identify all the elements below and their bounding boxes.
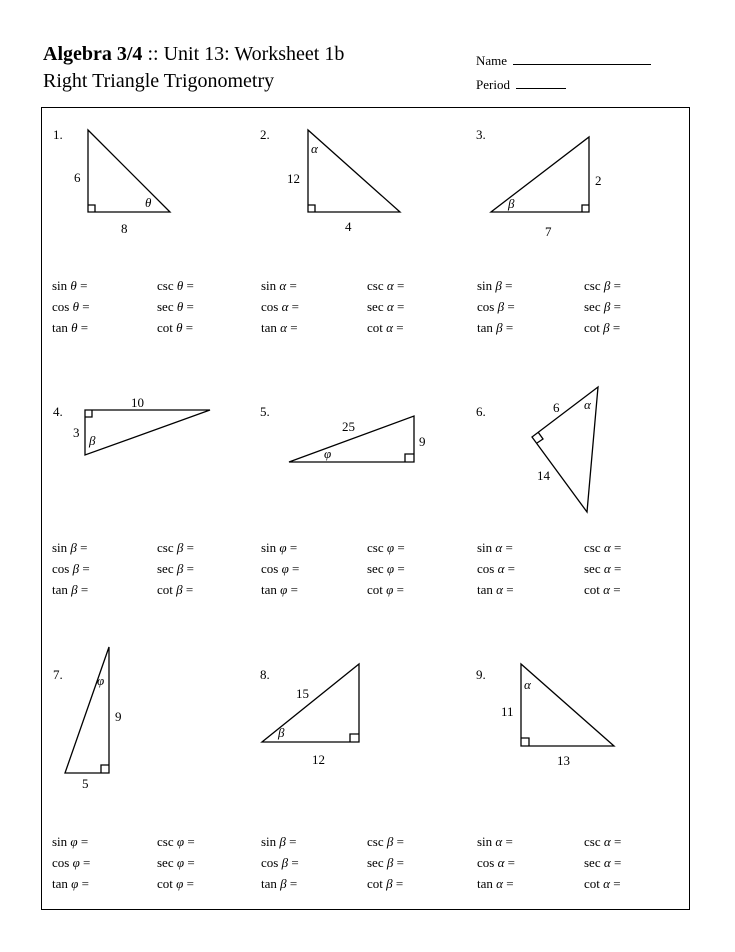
trig-equals: = [183, 540, 194, 555]
trig-angle-symbol: φ [279, 540, 287, 555]
trig-function-name: cot [157, 582, 177, 597]
trig-expression-cot [157, 582, 193, 598]
trig-equals: = [502, 876, 514, 891]
trig-expression-csc [157, 834, 195, 850]
trig-function-name: cot [157, 320, 177, 335]
trig-function-name: cot [367, 582, 387, 597]
trig-equals: = [393, 834, 404, 849]
triangle-9 [521, 664, 614, 746]
trig-equals: = [286, 278, 297, 293]
trig-angle-symbol: β [496, 320, 503, 335]
trig-equals: = [286, 876, 298, 891]
trig-equals: = [610, 299, 621, 314]
trig-function-name: tan [52, 582, 72, 597]
trig-angle-symbol: φ [176, 876, 184, 891]
side-label: 9 [115, 709, 122, 724]
trig-expression-cot [584, 876, 621, 892]
trig-angle-symbol: θ [176, 320, 183, 335]
trig-equals: = [393, 855, 404, 870]
trig-expression-sec [157, 855, 195, 871]
trig-expression-sec [367, 299, 404, 315]
trig-angle-symbol: α [279, 278, 287, 293]
trig-angle-symbol: β [603, 299, 611, 314]
trig-angle-symbol: θ [71, 320, 78, 335]
trig-expression-cos [52, 855, 90, 871]
trig-function-name: sec [584, 299, 604, 314]
trig-function-name: sec [157, 299, 177, 314]
trig-equals: = [79, 855, 91, 870]
trig-angle-symbol: φ [280, 582, 288, 597]
trig-angle-symbol: α [495, 540, 503, 555]
trig-expression-cos [52, 299, 90, 315]
trig-expression-sec [584, 561, 621, 577]
right-angle-mark-8 [350, 734, 359, 742]
trig-function-name: cot [367, 876, 387, 891]
trig-angle-symbol: α [603, 561, 611, 576]
worksheet-subtitle: Right Triangle Trigonometry [43, 70, 275, 92]
triangle-7 [65, 647, 109, 773]
trig-function-name: csc [157, 834, 177, 849]
trig-function-name: cot [367, 320, 387, 335]
trig-expression-cos [261, 855, 299, 871]
side-label: 2 [595, 173, 602, 188]
trig-angle-symbol: θ [176, 299, 184, 314]
trig-function-name: cos [52, 855, 73, 870]
trig-expression-cos [477, 855, 515, 871]
trig-equals: = [504, 299, 515, 314]
trig-angle-symbol: α [386, 299, 394, 314]
trig-angle-symbol: β [279, 834, 286, 849]
trig-expression-sec [367, 561, 405, 577]
trig-expression-sec [157, 561, 194, 577]
trig-expression-cos [261, 299, 299, 315]
trig-function-name: csc [157, 278, 177, 293]
trig-function-name: tan [261, 582, 281, 597]
side-label: 11 [501, 704, 514, 719]
trig-equals: = [393, 299, 405, 314]
course-name: Algebra 3/4 [43, 43, 143, 65]
trig-expression-sin [261, 834, 297, 850]
trig-angle-symbol: β [386, 876, 393, 891]
trig-function-name: sin [52, 834, 71, 849]
trig-angle-symbol: α [495, 834, 503, 849]
trig-equals: = [394, 561, 405, 576]
trig-angle-symbol: α [603, 540, 611, 555]
problem-number: 2. [260, 127, 270, 142]
trig-function-name: csc [584, 834, 604, 849]
angle-label: α [524, 677, 531, 692]
trig-expression-csc [584, 540, 621, 556]
side-label: 15 [296, 686, 309, 701]
angle-label: β [508, 196, 515, 211]
trig-angle-symbol: θ [70, 278, 77, 293]
trig-angle-symbol: α [497, 855, 505, 870]
trig-function-name: sec [367, 855, 387, 870]
trig-equals: = [609, 876, 621, 891]
trig-equals: = [287, 582, 298, 597]
trig-expression-sec [584, 299, 621, 315]
right-angle-mark-6 [537, 432, 543, 443]
trig-expression-tan [261, 582, 298, 598]
trig-angle-symbol: α [603, 834, 611, 849]
side-label: 6 [74, 170, 81, 185]
trig-function-name: sec [157, 855, 177, 870]
trig-equals: = [288, 561, 300, 576]
trig-expression-tan [261, 320, 298, 336]
trig-expression-sin [52, 278, 87, 294]
trig-function-name: csc [584, 278, 604, 293]
trig-equals: = [502, 320, 514, 335]
trig-function-name: tan [477, 876, 497, 891]
trig-function-name: sin [261, 540, 280, 555]
period-label: Period [476, 77, 510, 92]
trig-equals: = [78, 876, 89, 891]
trig-expression-sin [52, 540, 88, 556]
trig-equals: = [183, 876, 194, 891]
trig-expression-sec [584, 855, 621, 871]
trig-function-name: cot [157, 876, 177, 891]
trig-equals: = [392, 320, 404, 335]
trig-function-name: csc [157, 540, 177, 555]
trig-function-name: sin [477, 278, 496, 293]
side-label: 12 [312, 752, 325, 767]
trig-angle-symbol: β [603, 278, 611, 293]
trig-equals: = [502, 834, 513, 849]
trig-function-name: cos [52, 299, 73, 314]
angle-label: φ [324, 446, 332, 461]
trig-angle-symbol: α [497, 561, 505, 576]
side-label: 4 [345, 219, 352, 234]
trig-angle-symbol: α [496, 582, 503, 597]
trig-angle-symbol: β [280, 876, 287, 891]
trig-equals: = [77, 582, 89, 597]
trig-expression-csc [367, 278, 404, 294]
trig-equals: = [285, 834, 297, 849]
trig-angle-symbol: β [176, 540, 184, 555]
trig-equals: = [504, 561, 516, 576]
problem-number: 1. [53, 127, 63, 142]
side-label: 12 [287, 171, 300, 186]
problem-number: 3. [476, 127, 486, 142]
trig-function-name: sin [52, 540, 71, 555]
trig-expression-cot [367, 582, 404, 598]
angle-label: α [311, 141, 318, 156]
trig-angle-symbol: β [603, 320, 610, 335]
angle-label: φ [97, 673, 105, 688]
trig-expression-tan [477, 582, 514, 598]
trig-function-name: sin [261, 278, 280, 293]
right-angle-mark-1 [88, 205, 95, 212]
trig-angle-symbol: φ [72, 855, 80, 870]
trig-angle-symbol: β [176, 582, 183, 597]
trig-equals: = [182, 320, 194, 335]
trig-equals: = [609, 582, 621, 597]
trig-expression-cot [157, 876, 194, 892]
trig-equals: = [182, 582, 194, 597]
triangle-3 [491, 137, 589, 212]
side-label: 25 [342, 419, 355, 434]
trig-equals: = [288, 299, 300, 314]
trig-expression-tan [477, 876, 514, 892]
trig-expression-csc [367, 834, 404, 850]
right-angle-mark-3 [582, 205, 589, 212]
trig-expression-cos [52, 561, 90, 577]
trig-expression-csc [584, 834, 621, 850]
trig-equals: = [393, 278, 405, 293]
side-label: 14 [537, 468, 550, 483]
trig-angle-symbol: β [72, 561, 80, 576]
trig-equals: = [502, 540, 513, 555]
trig-function-name: cos [477, 561, 498, 576]
trig-function-name: tan [261, 876, 281, 891]
trig-function-name: tan [52, 320, 72, 335]
trig-equals: = [610, 278, 621, 293]
right-angle-mark-5 [405, 454, 414, 462]
trig-expression-cot [157, 320, 193, 336]
trig-function-name: cos [52, 561, 73, 576]
trig-equals: = [504, 855, 516, 870]
trig-angle-symbol: φ [386, 561, 395, 576]
angle-label: α [584, 397, 591, 412]
trig-equals: = [502, 582, 514, 597]
title-separator: :: [142, 43, 164, 65]
trig-equals: = [286, 320, 298, 335]
trig-equals: = [286, 540, 298, 555]
trig-function-name: sec [584, 855, 604, 870]
trig-angle-symbol: φ [386, 582, 394, 597]
trig-equals: = [393, 582, 404, 597]
trig-expression-sin [52, 834, 88, 850]
trig-function-name: sec [367, 299, 387, 314]
trig-function-name: tan [52, 876, 72, 891]
trig-equals: = [184, 834, 195, 849]
right-angle-mark-7 [101, 765, 109, 773]
trig-expression-cos [477, 561, 515, 577]
triangle-8 [262, 664, 359, 742]
trig-function-name: sec [367, 561, 387, 576]
trig-expression-cot [584, 582, 621, 598]
trig-angle-symbol: φ [176, 834, 185, 849]
trig-expression-tan [52, 876, 89, 892]
trig-angle-symbol: α [603, 582, 610, 597]
trig-angle-symbol: φ [71, 876, 79, 891]
trig-function-name: sin [52, 278, 71, 293]
trig-expression-cot [367, 876, 403, 892]
trig-function-name: sin [261, 834, 280, 849]
trig-expression-cot [367, 320, 404, 336]
side-label: 9 [419, 434, 426, 449]
trig-angle-symbol: α [386, 320, 393, 335]
trig-expression-tan [52, 320, 88, 336]
trig-equals: = [610, 834, 622, 849]
trig-expression-sin [477, 540, 513, 556]
trig-function-name: csc [367, 834, 387, 849]
trig-function-name: csc [584, 540, 604, 555]
problem-number: 7. [53, 667, 63, 682]
trig-function-name: sec [157, 561, 177, 576]
trig-angle-symbol: β [281, 855, 289, 870]
trig-function-name: cot [584, 876, 604, 891]
trig-function-name: tan [261, 320, 281, 335]
trig-expression-tan [52, 582, 88, 598]
trig-angle-symbol: β [495, 278, 502, 293]
trig-equals: = [77, 834, 89, 849]
trig-function-name: sin [477, 834, 496, 849]
trig-function-name: cot [584, 582, 604, 597]
triangle-4 [85, 410, 210, 455]
side-label: 13 [557, 753, 570, 768]
trig-angle-symbol: β [386, 855, 394, 870]
trig-expression-sin [261, 540, 297, 556]
problem-number: 4. [53, 404, 63, 419]
trig-equals: = [183, 561, 194, 576]
trig-function-name: sin [477, 540, 496, 555]
name-label: Name [476, 53, 508, 68]
trig-equals: = [288, 855, 299, 870]
trig-angle-symbol: β [176, 561, 184, 576]
trig-function-name: tan [477, 320, 497, 335]
trig-angle-symbol: α [603, 876, 610, 891]
trig-function-name: cot [584, 320, 604, 335]
trig-expression-cot [584, 320, 620, 336]
angle-label: β [278, 725, 285, 740]
problem-number: 9. [476, 667, 486, 682]
trig-equals: = [77, 320, 89, 335]
side-label: 8 [121, 221, 128, 236]
trig-angle-symbol: θ [176, 278, 184, 293]
trig-angle-symbol: α [281, 299, 289, 314]
trig-equals: = [501, 278, 513, 293]
angle-label: θ [145, 195, 152, 210]
trig-angle-symbol: α [386, 278, 394, 293]
trig-expression-sin [261, 278, 297, 294]
trig-expression-cos [261, 561, 299, 577]
trig-function-name: cos [477, 855, 498, 870]
side-label: 10 [131, 395, 144, 410]
side-label: 5 [82, 776, 89, 791]
trig-equals: = [610, 561, 622, 576]
trig-angle-symbol: φ [281, 561, 289, 576]
trig-expression-csc [157, 540, 194, 556]
trig-expression-sec [157, 299, 194, 315]
right-angle-mark-4 [85, 410, 92, 417]
trig-equals: = [392, 876, 404, 891]
trig-equals: = [610, 540, 622, 555]
side-label: 3 [73, 425, 80, 440]
problem-number: 5. [260, 404, 270, 419]
trig-equals: = [609, 320, 621, 335]
trig-expression-sin [477, 278, 513, 294]
trig-angle-symbol: α [496, 876, 503, 891]
trig-angle-symbol: α [603, 855, 611, 870]
trig-angle-symbol: β [386, 834, 394, 849]
trig-angle-symbol: φ [176, 855, 185, 870]
trig-equals: = [183, 278, 194, 293]
triangle-1 [88, 130, 170, 212]
trig-expression-csc [584, 278, 621, 294]
trig-function-name: csc [367, 540, 387, 555]
trig-function-name: cos [477, 299, 498, 314]
trig-function-name: cos [261, 855, 282, 870]
angle-label: β [89, 433, 96, 448]
side-label: 6 [553, 400, 560, 415]
trig-expression-sec [367, 855, 404, 871]
trig-angle-symbol: φ [70, 834, 78, 849]
trig-expression-cos [477, 299, 515, 315]
problem-number: 6. [476, 404, 486, 419]
triangle-2 [308, 130, 400, 212]
trig-expression-tan [261, 876, 297, 892]
trig-expression-csc [157, 278, 194, 294]
trig-equals: = [78, 299, 90, 314]
unit-title: Unit 13: Worksheet 1b [163, 43, 345, 65]
trig-angle-symbol: θ [72, 299, 79, 314]
trig-function-name: tan [477, 582, 497, 597]
trig-equals: = [79, 561, 90, 576]
trig-equals: = [184, 855, 195, 870]
trig-function-name: csc [367, 278, 387, 293]
trig-expression-sin [477, 834, 513, 850]
trig-equals: = [610, 855, 622, 870]
problem-number: 8. [260, 667, 270, 682]
trig-angle-symbol: β [497, 299, 505, 314]
trig-equals: = [76, 278, 88, 293]
trig-function-name: cos [261, 561, 282, 576]
trig-expression-csc [367, 540, 405, 556]
right-angle-mark-2 [308, 205, 315, 212]
trig-function-name: cos [261, 299, 282, 314]
right-angle-mark-9 [521, 738, 529, 746]
trig-equals: = [394, 540, 405, 555]
trig-function-name: sec [584, 561, 604, 576]
trig-angle-symbol: β [71, 582, 78, 597]
trig-equals: = [76, 540, 88, 555]
trig-expression-tan [477, 320, 513, 336]
trig-angle-symbol: φ [386, 540, 395, 555]
side-label: 7 [545, 224, 552, 239]
trig-angle-symbol: β [70, 540, 77, 555]
trig-equals: = [183, 299, 194, 314]
trig-angle-symbol: α [280, 320, 287, 335]
